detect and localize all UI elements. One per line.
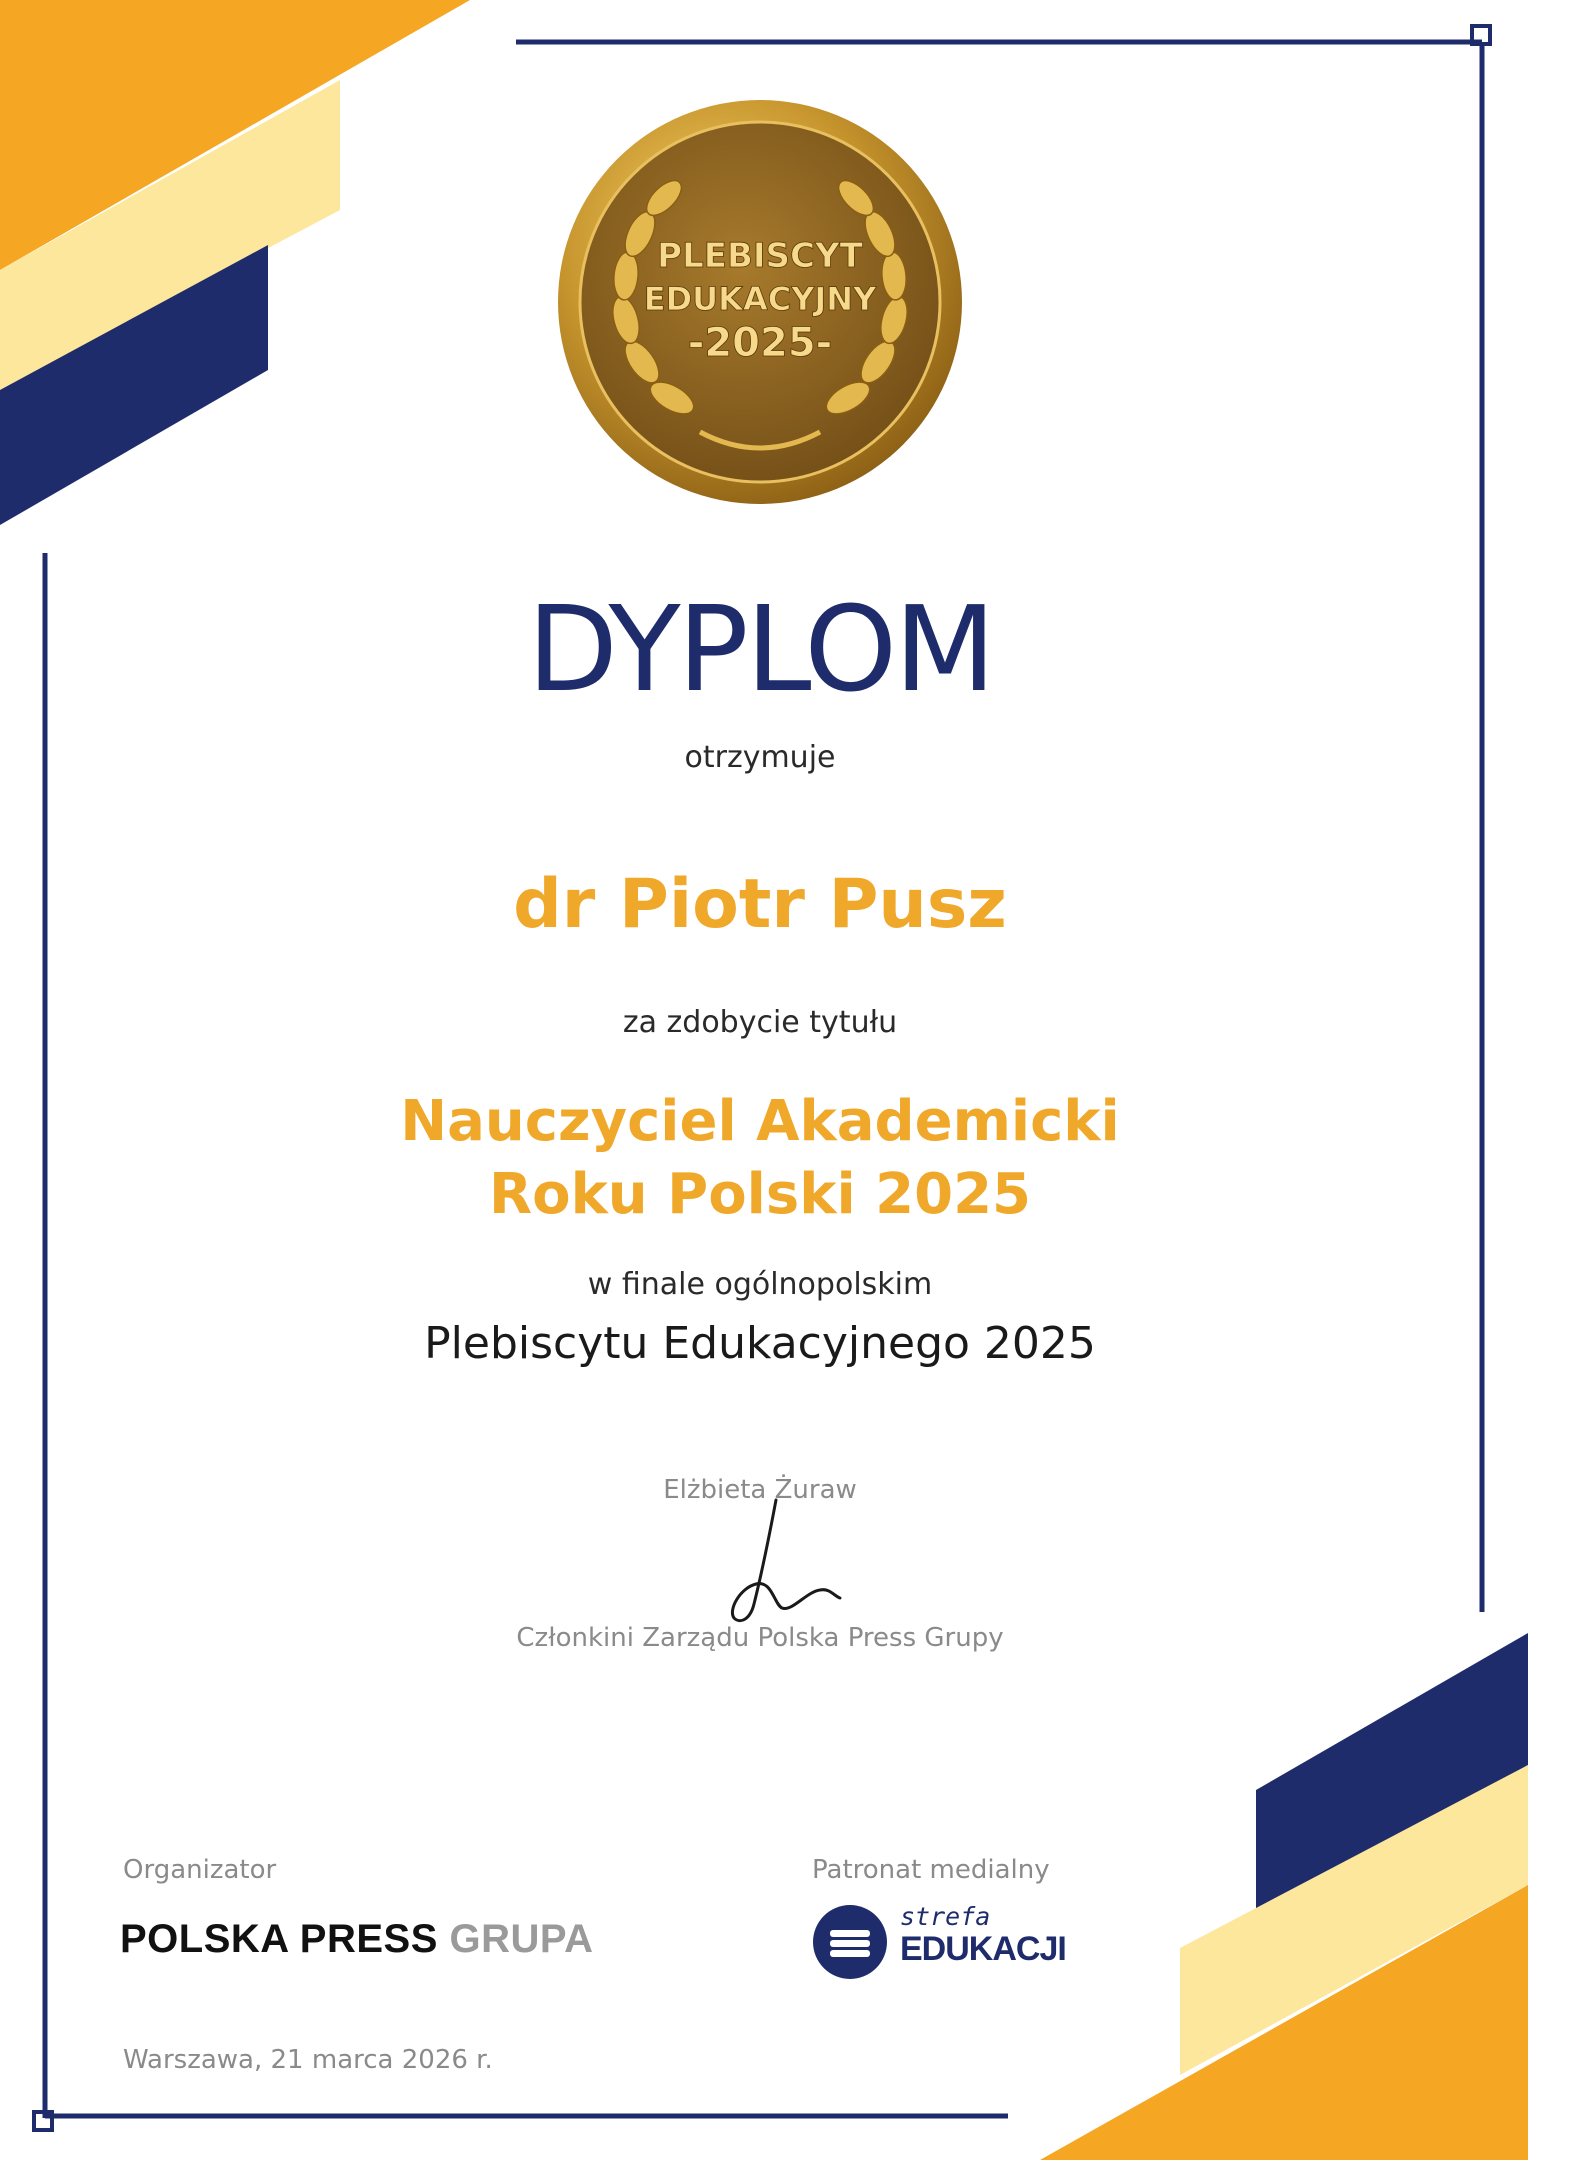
polska-press-logo: [120, 1917, 594, 1962]
signatory-role: Członkini Zarządu Polska Press Grupy: [516, 1623, 1004, 1653]
award-title: [0, 1085, 1520, 1231]
patron-logo-line-2: EDUKACJI: [900, 1930, 1066, 1968]
for-title-text: za zdobycie tytułu: [622, 1005, 898, 1040]
logo-part-polska-press: POLSKA PRESS: [120, 1917, 438, 1961]
patron-logo-line-1: strefa: [900, 1902, 991, 1931]
in-final-text: w finale ogólnopolskim: [587, 1267, 933, 1302]
diploma-title: DYPLOM: [527, 580, 993, 718]
place-date: Warszawa, 21 marca 2026 r.: [123, 2045, 493, 2075]
award-line-1: Nauczyciel Akademicki: [400, 1089, 1120, 1154]
book-icon: [812, 1904, 888, 1980]
medal-line-3: -2025-: [687, 320, 833, 366]
patron-label: Patronat medialny: [812, 1855, 1050, 1885]
organizer-label: Organizator: [123, 1855, 277, 1885]
award-line-2: Roku Polski 2025: [488, 1162, 1032, 1227]
signatory-name: Elżbieta Żuraw: [663, 1475, 857, 1505]
logo-part-grupa: GRUPA: [449, 1917, 594, 1961]
receives-text: otrzymuje: [684, 740, 836, 775]
medal-seal: [550, 92, 970, 512]
strefa-edukacji-logo: [812, 1904, 1072, 1984]
medal-line-2: EDUKACYJNY: [643, 280, 877, 318]
recipient-name: dr Piotr Pusz: [513, 865, 1007, 944]
handwritten-signature: [710, 1492, 850, 1632]
contest-name: Plebiscytu Edukacyjnego 2025: [424, 1318, 1096, 1369]
medal-line-1: PLEBISCYT: [657, 236, 863, 276]
